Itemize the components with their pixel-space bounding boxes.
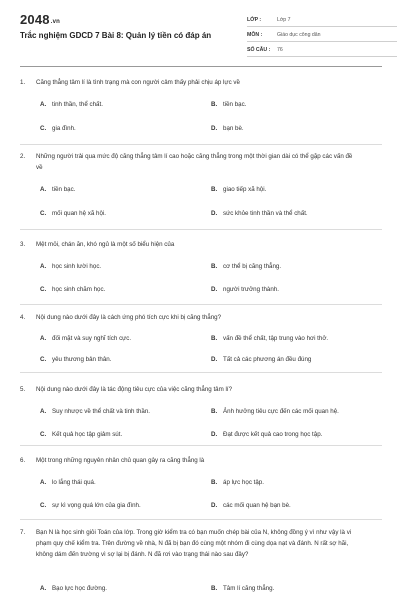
option-letter: C.: [40, 356, 47, 363]
option-letter: A.: [40, 479, 47, 486]
option-d[interactable]: [211, 286, 279, 294]
option-a[interactable]: [40, 335, 131, 343]
option-d[interactable]: [211, 210, 308, 218]
option-text: cơ thể bị căng thẳng.: [223, 263, 282, 270]
question-body: Một trong những nguyên nhân chủ quan gây ra căng thẳng là: [36, 457, 205, 464]
option-letter: B.: [211, 408, 218, 415]
logo-suffix: .vn: [50, 19, 61, 25]
question-2: [20, 145, 382, 230]
option-b[interactable]: [211, 186, 266, 194]
option-text: giao tiếp xã hội.: [223, 186, 267, 193]
option-text: sự kì vọng quá lớn của gia đình.: [52, 502, 141, 509]
option-letter: A.: [40, 101, 47, 108]
option-b[interactable]: [211, 585, 274, 593]
question-7: [20, 520, 382, 600]
option-d[interactable]: [211, 356, 311, 364]
question-number: 7.: [20, 529, 26, 536]
meta-value: 76: [277, 46, 283, 53]
option-c[interactable]: [40, 286, 105, 294]
question-number: 6.: [20, 457, 26, 464]
question-text: [20, 151, 360, 173]
option-letter: A.: [40, 186, 47, 193]
option-text: gia đình.: [52, 125, 76, 132]
question-body: Những người trải qua mức độ căng thẳng tâm lí cao hoặc căng thẳng trong một thời gian dài có thể gặp các vấn đề về: [36, 153, 353, 171]
option-b[interactable]: [211, 101, 246, 109]
document-title: Trắc nghiệm GDCD 7 Bài 8: Quản lý tiền có đáp án: [20, 31, 212, 40]
option-text: bạn bè.: [223, 125, 244, 132]
question-text: [20, 527, 360, 560]
meta-row-class: [247, 13, 397, 27]
option-letter: B.: [211, 186, 218, 193]
option-text: yêu thương bản thân.: [52, 356, 112, 363]
option-letter: C.: [40, 286, 47, 293]
meta-row-subject: [247, 28, 397, 42]
option-text: đối mặt và suy nghĩ tích cực.: [52, 335, 132, 342]
question-text: [20, 384, 360, 395]
option-text: sức khỏe tinh thần và thể chất.: [223, 210, 308, 217]
meta-row-count: [247, 43, 397, 57]
option-letter: A.: [40, 585, 47, 592]
option-text: Bạo lực học đường.: [52, 585, 107, 592]
option-text: học sinh lười học.: [52, 263, 102, 270]
question-number: 5.: [20, 386, 26, 393]
question-5: [20, 373, 382, 446]
question-number: 1.: [20, 79, 26, 86]
question-body: Căng thẳng tâm lí là tình trạng mà con người cảm thấy phải chịu áp lực về: [36, 79, 240, 86]
option-letter: B.: [211, 335, 218, 342]
option-d[interactable]: [211, 125, 244, 133]
option-c[interactable]: [40, 431, 122, 439]
document-meta: [247, 13, 397, 58]
option-letter: D.: [211, 210, 218, 217]
option-text: học sinh chăm học.: [52, 286, 106, 293]
option-letter: B.: [211, 585, 218, 592]
option-text: các mối quan hệ bạn bè.: [223, 502, 291, 509]
option-c[interactable]: [40, 502, 141, 510]
question-text: [20, 455, 360, 466]
option-text: mối quan hệ xã hội.: [52, 210, 107, 217]
question-3: [20, 230, 382, 305]
option-letter: B.: [211, 479, 218, 486]
logo-brand: 2048: [20, 12, 50, 27]
option-b[interactable]: [211, 263, 281, 271]
question-body: Nội dung nào dưới đây là cách ứng phó tích cực khi bị căng thẳng?: [36, 314, 222, 321]
question-1: [20, 66, 382, 145]
question-body: Nội dung nào dưới đây là tác động tiêu cực của việc căng thẳng tâm lí?: [36, 386, 233, 393]
option-c[interactable]: [40, 210, 106, 218]
option-a[interactable]: [40, 479, 96, 487]
option-text: tiền bạc.: [223, 101, 247, 108]
option-letter: D.: [211, 356, 218, 363]
option-letter: A.: [40, 263, 47, 270]
option-a[interactable]: [40, 408, 150, 416]
option-letter: A.: [40, 408, 47, 415]
option-letter: C.: [40, 502, 47, 509]
option-letter: D.: [211, 431, 218, 438]
question-number: 2.: [20, 153, 26, 160]
option-text: Đạt được kết quả cao trong học tập.: [223, 431, 323, 438]
meta-value: Lớp 7: [277, 16, 291, 23]
option-text: Ảnh hưởng tiêu cực đến các mối quan hệ.: [223, 408, 339, 415]
option-text: người trưởng thành.: [223, 286, 279, 293]
option-letter: D.: [211, 502, 218, 509]
option-a[interactable]: [40, 101, 103, 109]
option-d[interactable]: [211, 431, 322, 439]
option-a[interactable]: [40, 186, 75, 194]
site-logo[interactable]: [20, 12, 60, 27]
option-b[interactable]: [211, 408, 339, 416]
question-number: 4.: [20, 314, 26, 321]
option-c[interactable]: [40, 356, 111, 364]
question-list: [20, 66, 382, 600]
option-letter: C.: [40, 210, 47, 217]
question-text: [20, 77, 360, 88]
question-text: [20, 239, 360, 250]
question-text: [20, 312, 360, 323]
question-4: [20, 305, 382, 373]
question-body: Mệt mỏi, chán ăn, khó ngủ là một số biểu hiện của: [36, 241, 175, 248]
option-letter: C.: [40, 125, 47, 132]
option-text: Kết quả học tập giảm sút.: [52, 431, 123, 438]
option-text: tiền bạc.: [52, 186, 76, 193]
option-text: vấn đề thể chất, tập trung vào hơi thở.: [223, 335, 329, 342]
option-d[interactable]: [211, 502, 291, 510]
meta-label: LỚP :: [247, 16, 262, 23]
meta-value: Giáo dục công dân: [277, 31, 321, 38]
option-b[interactable]: [211, 479, 264, 487]
option-c[interactable]: [40, 125, 76, 133]
option-letter: A.: [40, 335, 47, 342]
option-letter: C.: [40, 431, 47, 438]
question-number: 3.: [20, 241, 26, 248]
question-body: Bạn N là học sinh giỏi Toán của lớp. Trong giờ kiểm tra có bạn muốn chép bài của N, không đồng ý vì như vậy là vi phạm quy chế kiểm tra. Trên đường về nhà, N đã bị bạn đó cùng một nhóm đi cùng dọa nạt và đánh. N rất sợ hãi, không dám đến trường vì sợ lại bị đánh. N đã rơi vào trạng thái nào sau đây?: [36, 529, 352, 558]
option-text: tinh thần, thể chất.: [52, 101, 103, 108]
option-letter: B.: [211, 101, 218, 108]
option-text: Tâm lí căng thẳng.: [223, 585, 275, 592]
option-letter: B.: [211, 263, 218, 270]
meta-label: MÔN :: [247, 31, 263, 38]
option-letter: D.: [211, 286, 218, 293]
option-text: Tất cả các phương án đều đúng: [223, 356, 312, 363]
option-b[interactable]: [211, 335, 328, 343]
meta-label: SỐ CÂU :: [247, 46, 271, 53]
option-letter: D.: [211, 125, 218, 132]
document-header: [20, 0, 382, 67]
option-text: lo lắng thái quá.: [52, 479, 96, 486]
option-a[interactable]: [40, 263, 101, 271]
option-text: áp lực học tập.: [223, 479, 264, 486]
option-text: Suy nhược về thể chất và tinh thần.: [52, 408, 150, 415]
question-6: [20, 446, 382, 520]
option-a[interactable]: [40, 585, 107, 593]
